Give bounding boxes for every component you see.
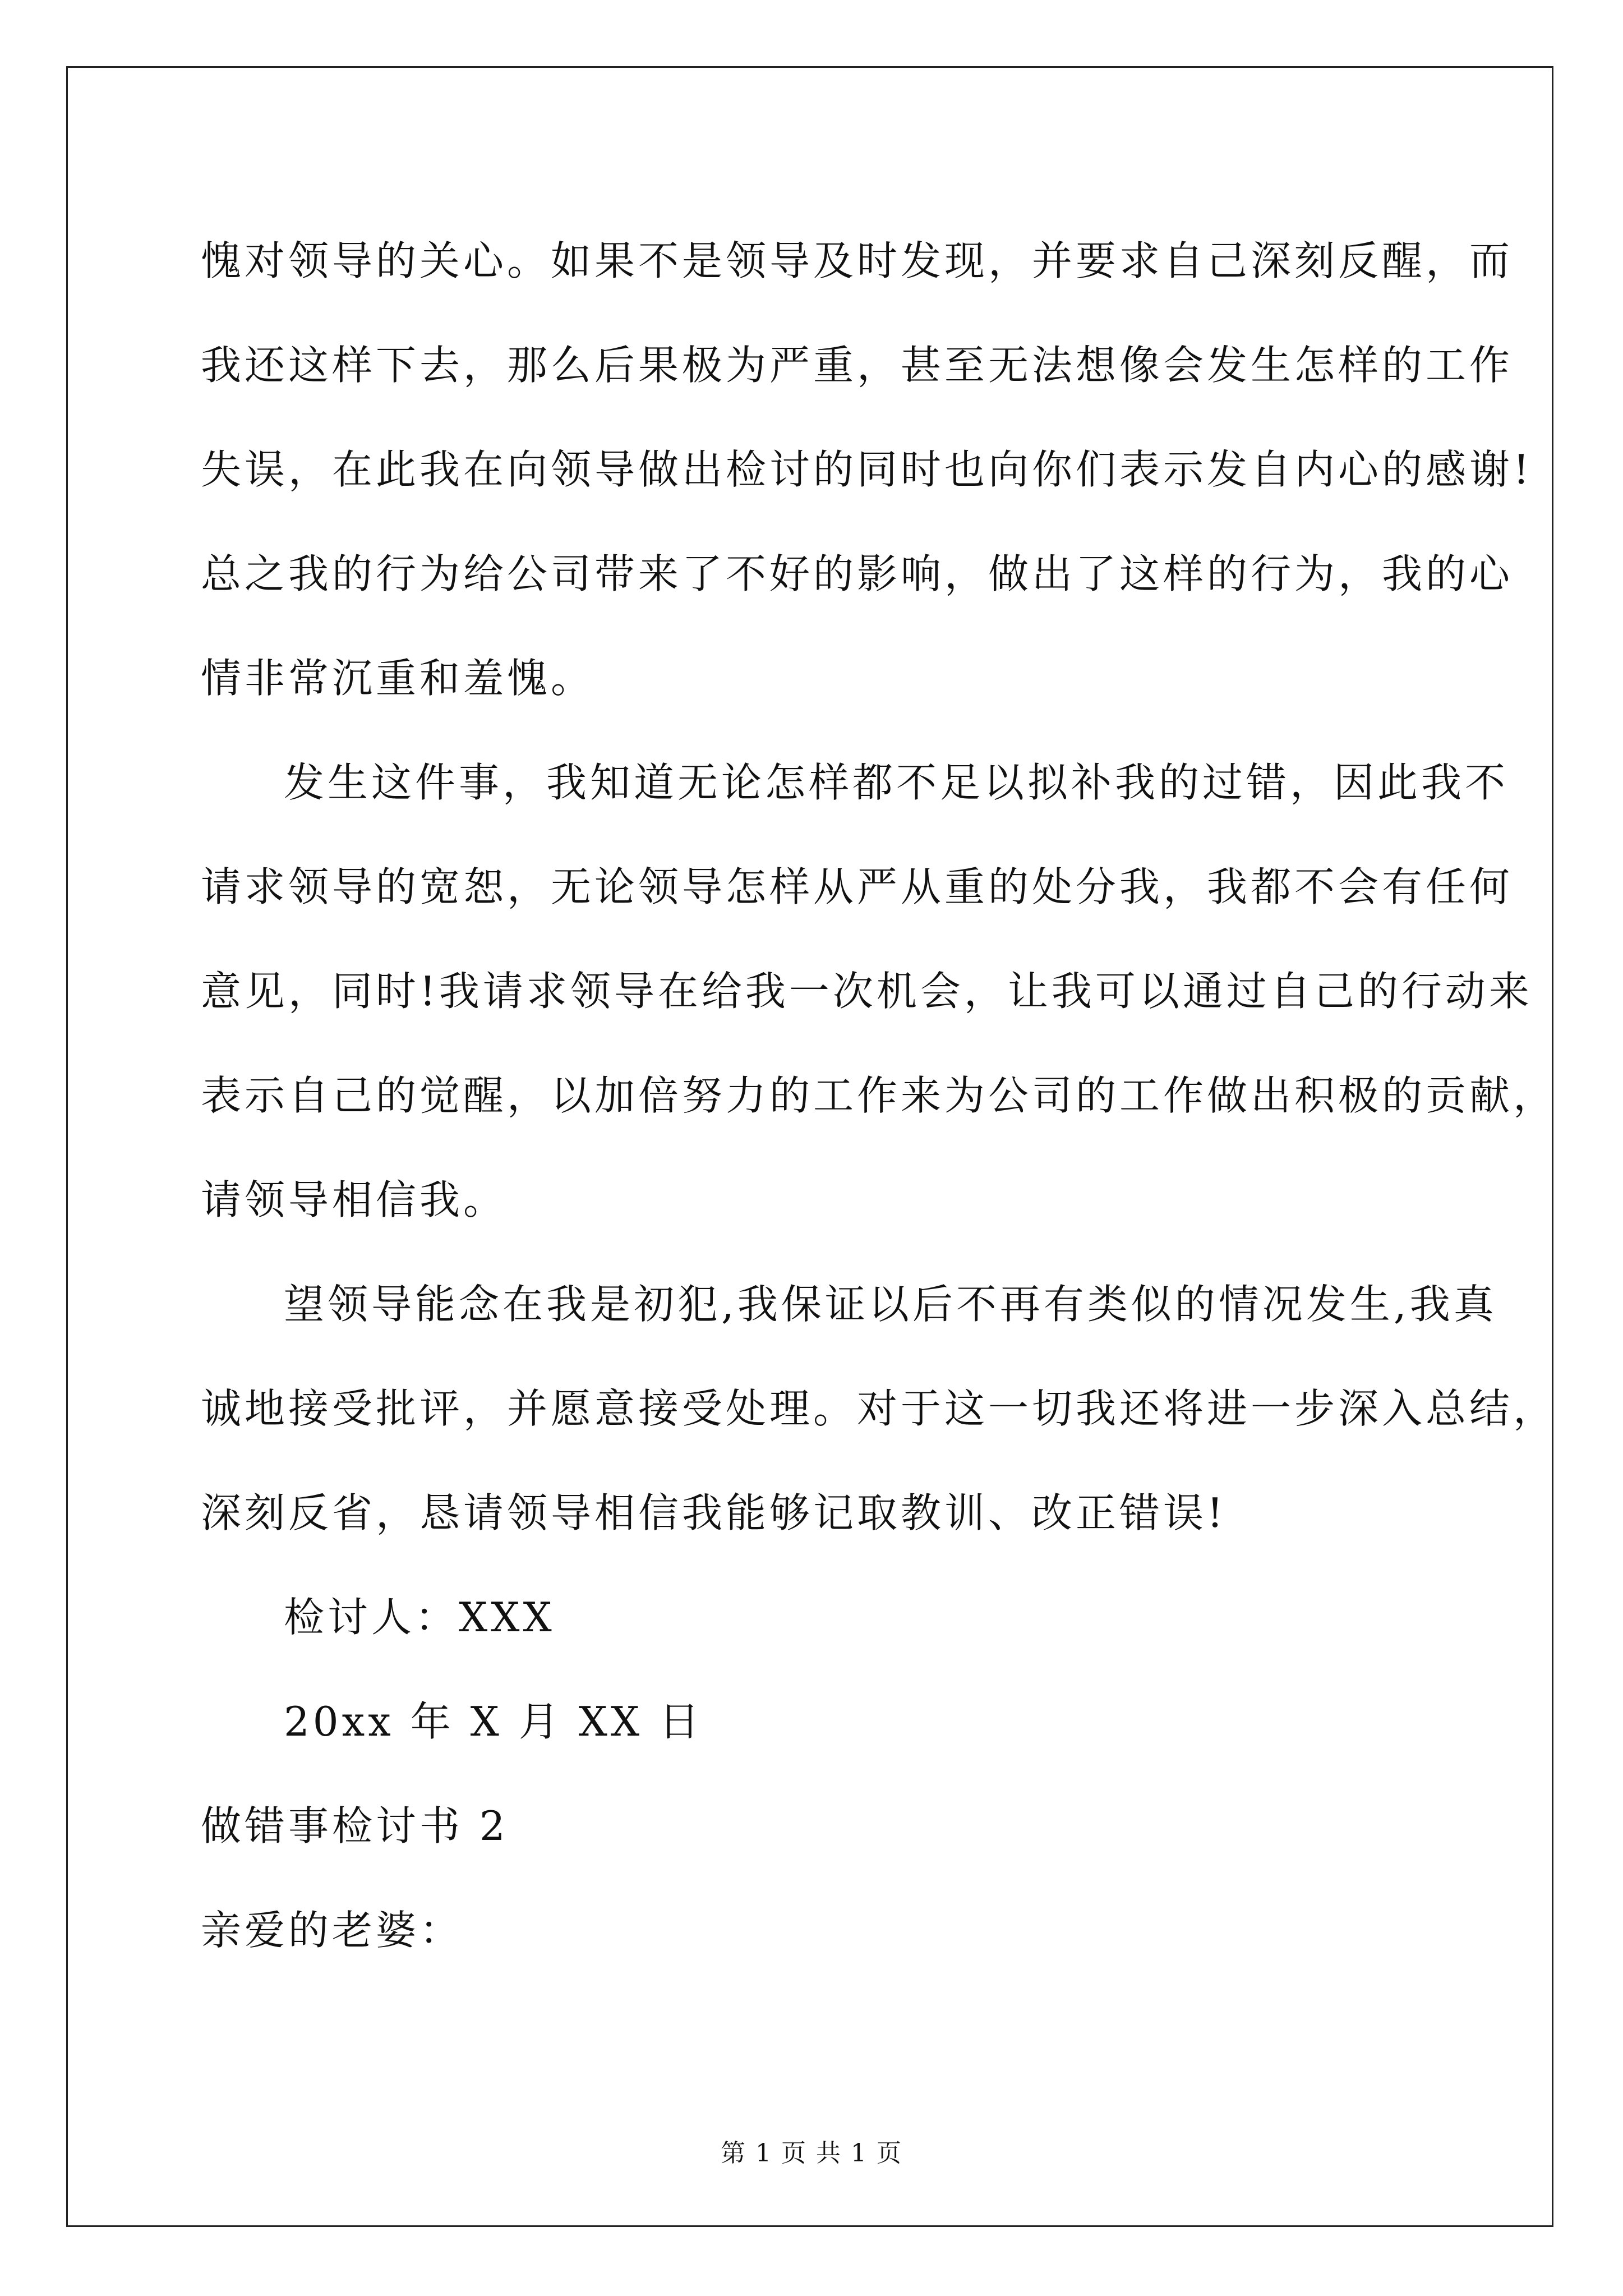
text-line: 愧对领导的关心。如果不是领导及时发现，并要求自己深刻反醒，而	[201, 237, 1514, 284]
section-title: 做错事检讨书 2	[201, 1802, 509, 1849]
signature-line: 检讨人：XXX	[284, 1594, 555, 1641]
text-line: 请求领导的宽恕，无论领导怎样从严从重的处分我，我都不会有任何	[201, 863, 1514, 910]
paragraph-start-line: 发生这件事，我知道无论怎样都不足以拟补我的过错，因此我不	[284, 759, 1509, 806]
paragraph-start-line: 望领导能念在我是初犯,我保证以后不再有类似的情况发生,我真	[284, 1281, 1497, 1328]
text-line: 表示自己的觉醒，以加倍努力的工作来为公司的工作做出积极的贡献，	[201, 1072, 1557, 1119]
text-line: 意见，同时!我请求领导在给我一次机会，让我可以通过自己的行动来	[201, 968, 1533, 1015]
text-line: 诚地接受批评，并愿意接受处理。对于这一切我还将进一步深入总结，	[201, 1385, 1557, 1432]
text-line: 总之我的行为给公司带来了不好的影响，做出了这样的行为，我的心	[201, 550, 1514, 597]
text-line: 情非常沉重和羞愧。	[201, 655, 595, 702]
document-body	[201, 209, 1557, 1982]
text-line: 失误，在此我在向领导做出检讨的同时也向你们表示发自内心的感谢!	[201, 446, 1533, 493]
page-number: 第 1 页 共 1 页	[721, 2139, 902, 2168]
salutation: 亲爱的老婆：	[201, 1907, 464, 1954]
date-line: 20xx 年 X 月 XX 日	[284, 1698, 703, 1745]
text-line: 我还这样下去，那么后果极为严重，甚至无法想像会发生怎样的工作	[201, 342, 1514, 389]
text-line: 深刻反省，恳请领导相信我能够记取教训、改正错误!	[201, 1489, 1227, 1536]
text-line: 请领导相信我。	[201, 1176, 508, 1223]
